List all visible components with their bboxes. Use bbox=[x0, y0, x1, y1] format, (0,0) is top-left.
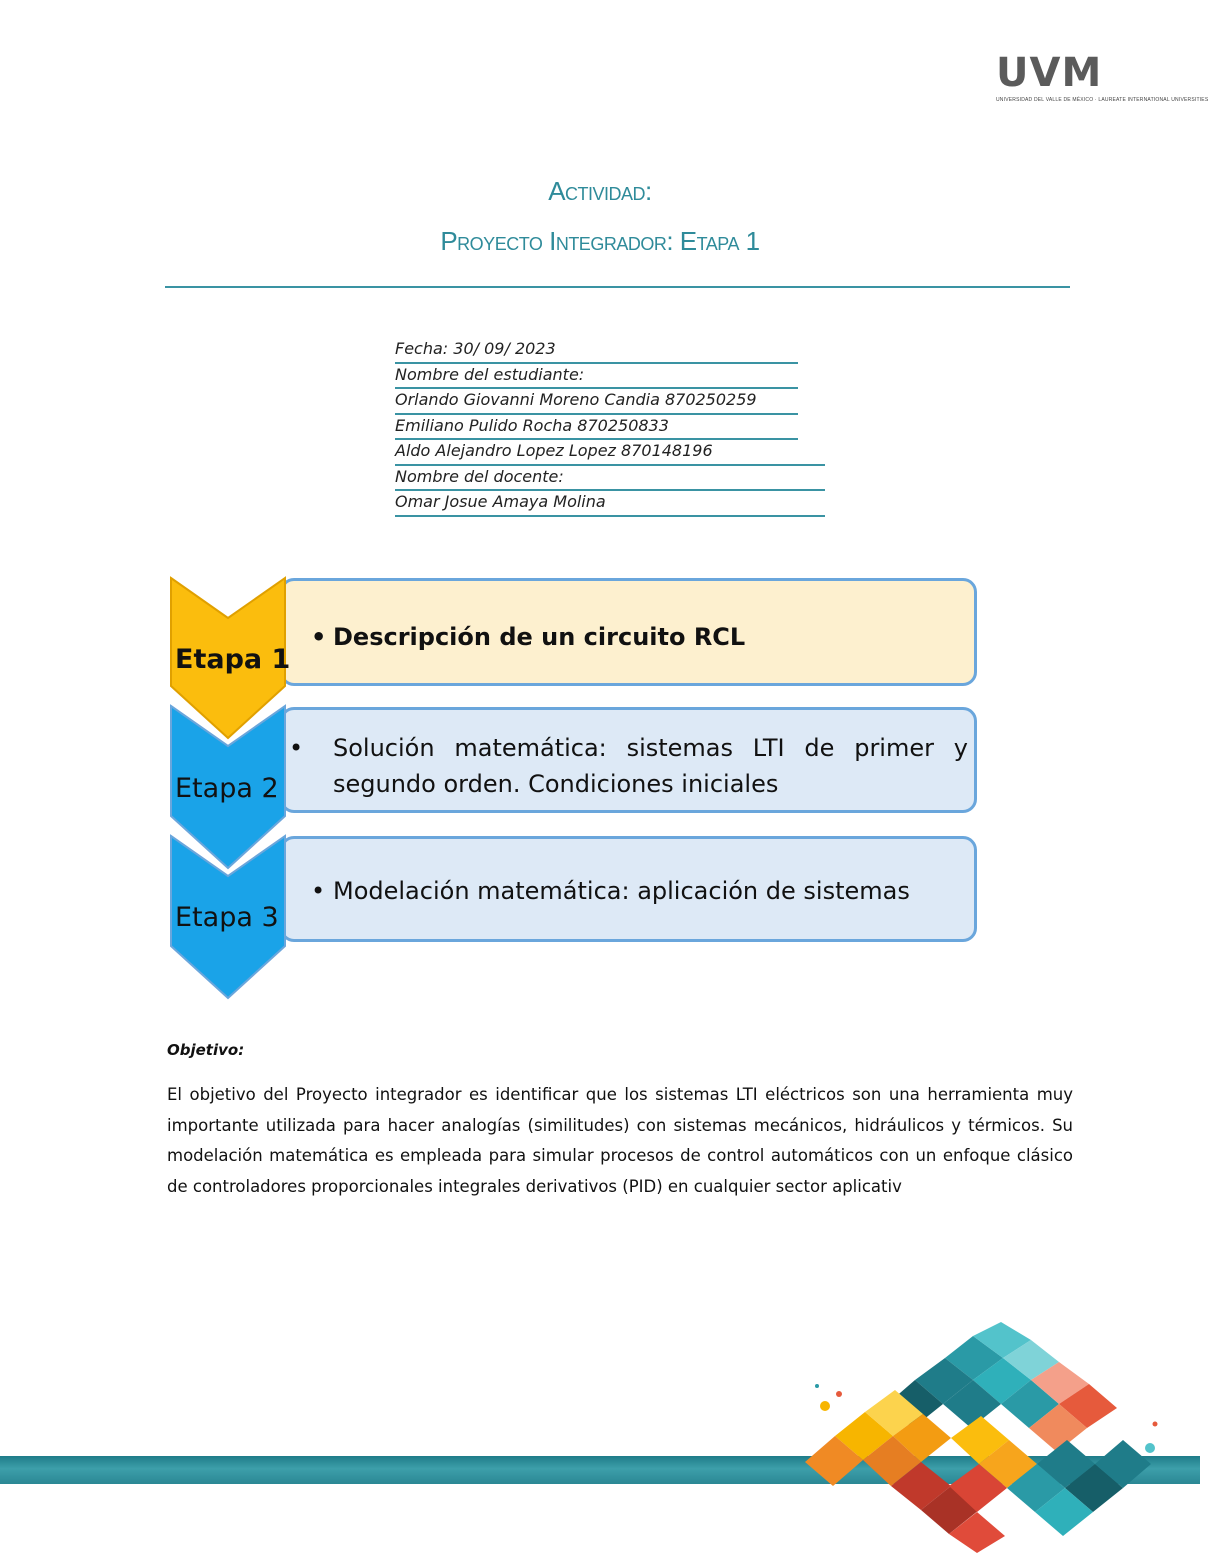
project-title: Proyecto Integrador: Etapa 1 bbox=[440, 226, 760, 256]
stage-3-box bbox=[280, 836, 977, 942]
logo-text: UVM bbox=[996, 50, 1103, 96]
stage-3-text: • Modelación matemática: aplicación de sistemas bbox=[311, 873, 968, 909]
stage-1-box bbox=[280, 578, 977, 686]
stage-1-label: Etapa 1 bbox=[175, 644, 291, 675]
stage-2-text: • Solución matemática: sistemas LTI de primer y segundo orden. Condiciones iniciales bbox=[311, 730, 968, 802]
objective-heading: Objetivo: bbox=[167, 1041, 245, 1059]
activity-title: Actividad: bbox=[548, 176, 652, 206]
date-line: Fecha: 30/ 09/ 2023 bbox=[395, 338, 798, 364]
student-name: Orlando Giovanni Moreno Candia 870250259 bbox=[395, 389, 798, 415]
stage-2-label: Etapa 2 bbox=[175, 773, 279, 804]
teacher-label: Nombre del docente: bbox=[395, 466, 825, 492]
stage-1-text: • Descripción de un circuito RCL bbox=[311, 619, 968, 655]
decorative-cubes bbox=[805, 1328, 1200, 1553]
logo-tagline: UNIVERSIDAD DEL VALLE DE MÉXICO · LAUREATE INTERNATIONAL UNIVERSITIES bbox=[996, 97, 1208, 103]
student-label: Nombre del estudiante: bbox=[395, 364, 798, 390]
teacher-name: Omar Josue Amaya Molina bbox=[395, 491, 825, 517]
bullet: • bbox=[311, 877, 326, 905]
student-name: Emiliano Pulido Rocha 870250833 bbox=[395, 415, 798, 441]
student-info bbox=[395, 338, 825, 517]
bullet: • bbox=[289, 734, 304, 762]
stage-3-label: Etapa 3 bbox=[175, 902, 279, 933]
bullet: • bbox=[311, 623, 327, 651]
title-divider bbox=[165, 286, 1070, 288]
objective-body: El objetivo del Proyecto integrador es identificar que los sistemas LTI eléctricos son una herramienta muy importante utilizada para hacer analogías (similitudes) con sistemas mecánicos, hidráulicos y térmicos. Su modelación matemática es empleada para simular procesos de control automáticos con un enfoque clásico de controladores proporcionales integrales derivativos (PID) en cualquier sector aplicativ bbox=[167, 1085, 1073, 1196]
uvm-logo bbox=[996, 50, 1208, 106]
stage-2-box bbox=[280, 707, 977, 813]
student-name: Aldo Alejandro Lopez Lopez 870148196 bbox=[395, 440, 825, 466]
